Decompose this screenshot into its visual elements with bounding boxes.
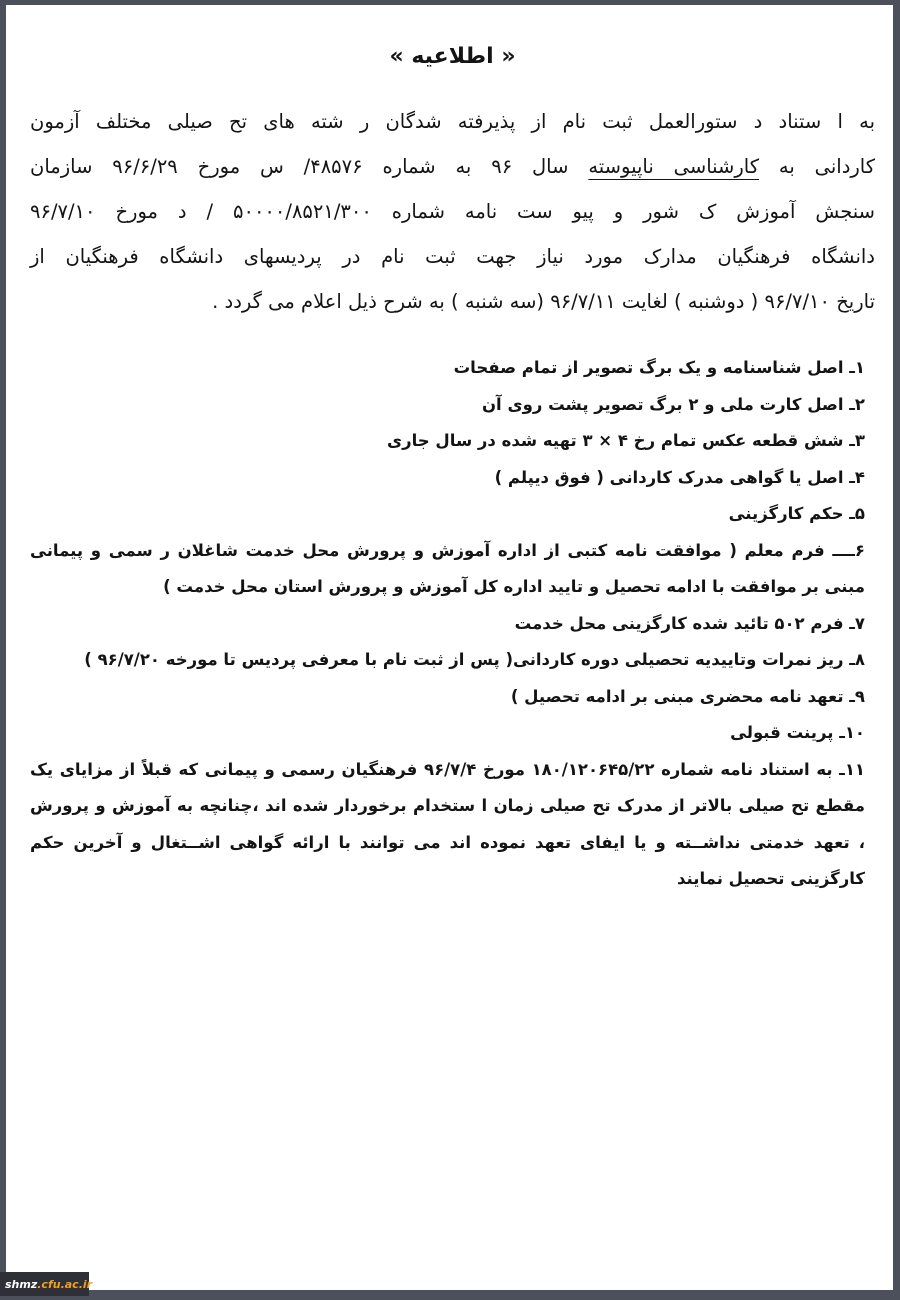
intro-line-2	[30, 144, 875, 189]
underlined-program-name: کارشناسی ناپیوسته	[588, 155, 760, 178]
required-documents-list	[30, 350, 875, 898]
intro-paragraph	[30, 99, 875, 324]
watermark-prefix: shmz	[5, 1277, 38, 1291]
list-item: ۶ــــ فرم معلم ( موافقت نامه کتبی از اداره آموزش و پرورش محل خدمت شاغلان ر سمی و پیمانی مبنی بر موافقت با ادامه تحصیل و تایید اداره کل آموزش و پرورش استان محل خدمت )	[30, 540, 865, 596]
list-item: ۹ـ تعهد نامه محضری مبنی بر ادامه تحصیل )	[510, 686, 865, 706]
list-item: ۳ـ شش قطعه عکس تمام رخ ۴ × ۳ تهیه شده در سال جاری	[386, 431, 865, 450]
intro-line-3: سنجش آموزش ک شور و پیو ست نامه شماره ۵۰۰۰۰/۸۵۲۱/۳۰۰ / د مورخ ۹۶/۷/۱۰	[30, 200, 876, 223]
intro-line-4: دانشگاه فرهنگیان مدارک مورد نیاز جهت ثبت نام در پردیسهای دانشگاه فرهنگیان از	[30, 245, 875, 268]
list-item: ۴ـ اصل یا گواهی مدرک کاردانی ( فوق دیپلم )	[494, 467, 865, 487]
list-item: ۲ـ اصل کارت ملی و ۲ برگ تصویر پشت روی آن	[481, 394, 865, 414]
watermark-domain: .cfu.ac.ir	[37, 1277, 93, 1291]
intro-line-5: تاریخ ۹۶/۷/۱۰ ( دوشنبه ) لغایت ۹۶/۷/۱۱ (سه شنبه ) به شرح ذیل اعلام می گردد .	[212, 290, 875, 313]
list-item: ۵ـ حکم کارگزینی	[728, 504, 865, 523]
list-item: ۱۱ـ به استناد نامه شماره ۱۸۰/۱۲۰۶۴۵/۲۲ مورخ ۹۶/۷/۴ فرهنگیان رسمی و پیمانی که قبلاً از مزایای یک مقطع تح صیلی بالاتر از مدرک تح صیلی زمان ا ستخدام برخوردار شده اند ،چنانچه به آموزش و پرورش ، تعهد خدمتی نداشــته و یا ایفای تعهد نموده اند می توانند با ارائه گواهی اشــتغال و آخرین حکم کارگزینی تحصیل نمایند	[30, 759, 865, 888]
document-title: « اطلاعیه »	[389, 44, 516, 69]
intro-line-2-start: کاردانی به	[759, 155, 876, 178]
site-watermark	[0, 1272, 93, 1296]
intro-line-1: به ا ستناد د ستورالعمل ثبت نام از پذیرفته شدگان ر شته های تح صیلی مختلف آزمون	[30, 110, 875, 133]
announcement-document	[30, 40, 875, 898]
list-item: ۷ـ فرم ۵۰۲ تائید شده کارگزینی محل خدمت	[514, 613, 865, 633]
list-item: ۱۰ـ پرینت قبولی	[730, 723, 865, 742]
list-item: ۱ـ اصل شناسنامه و یک برگ تصویر از تمام صفحات	[453, 358, 865, 377]
intro-line-2-end: سال ۹۶ به شماره ۴۸۵۷۶/ س مورخ ۹۶/۶/۲۹ سازمان	[30, 155, 589, 178]
list-item: ۸ـ ریز نمرات وتاییدیه تحصیلی دوره کاردانی( پس از ثبت نام با معرفی پردیس تا مورخه ۹۶/۷/۲۰ )	[84, 650, 865, 669]
